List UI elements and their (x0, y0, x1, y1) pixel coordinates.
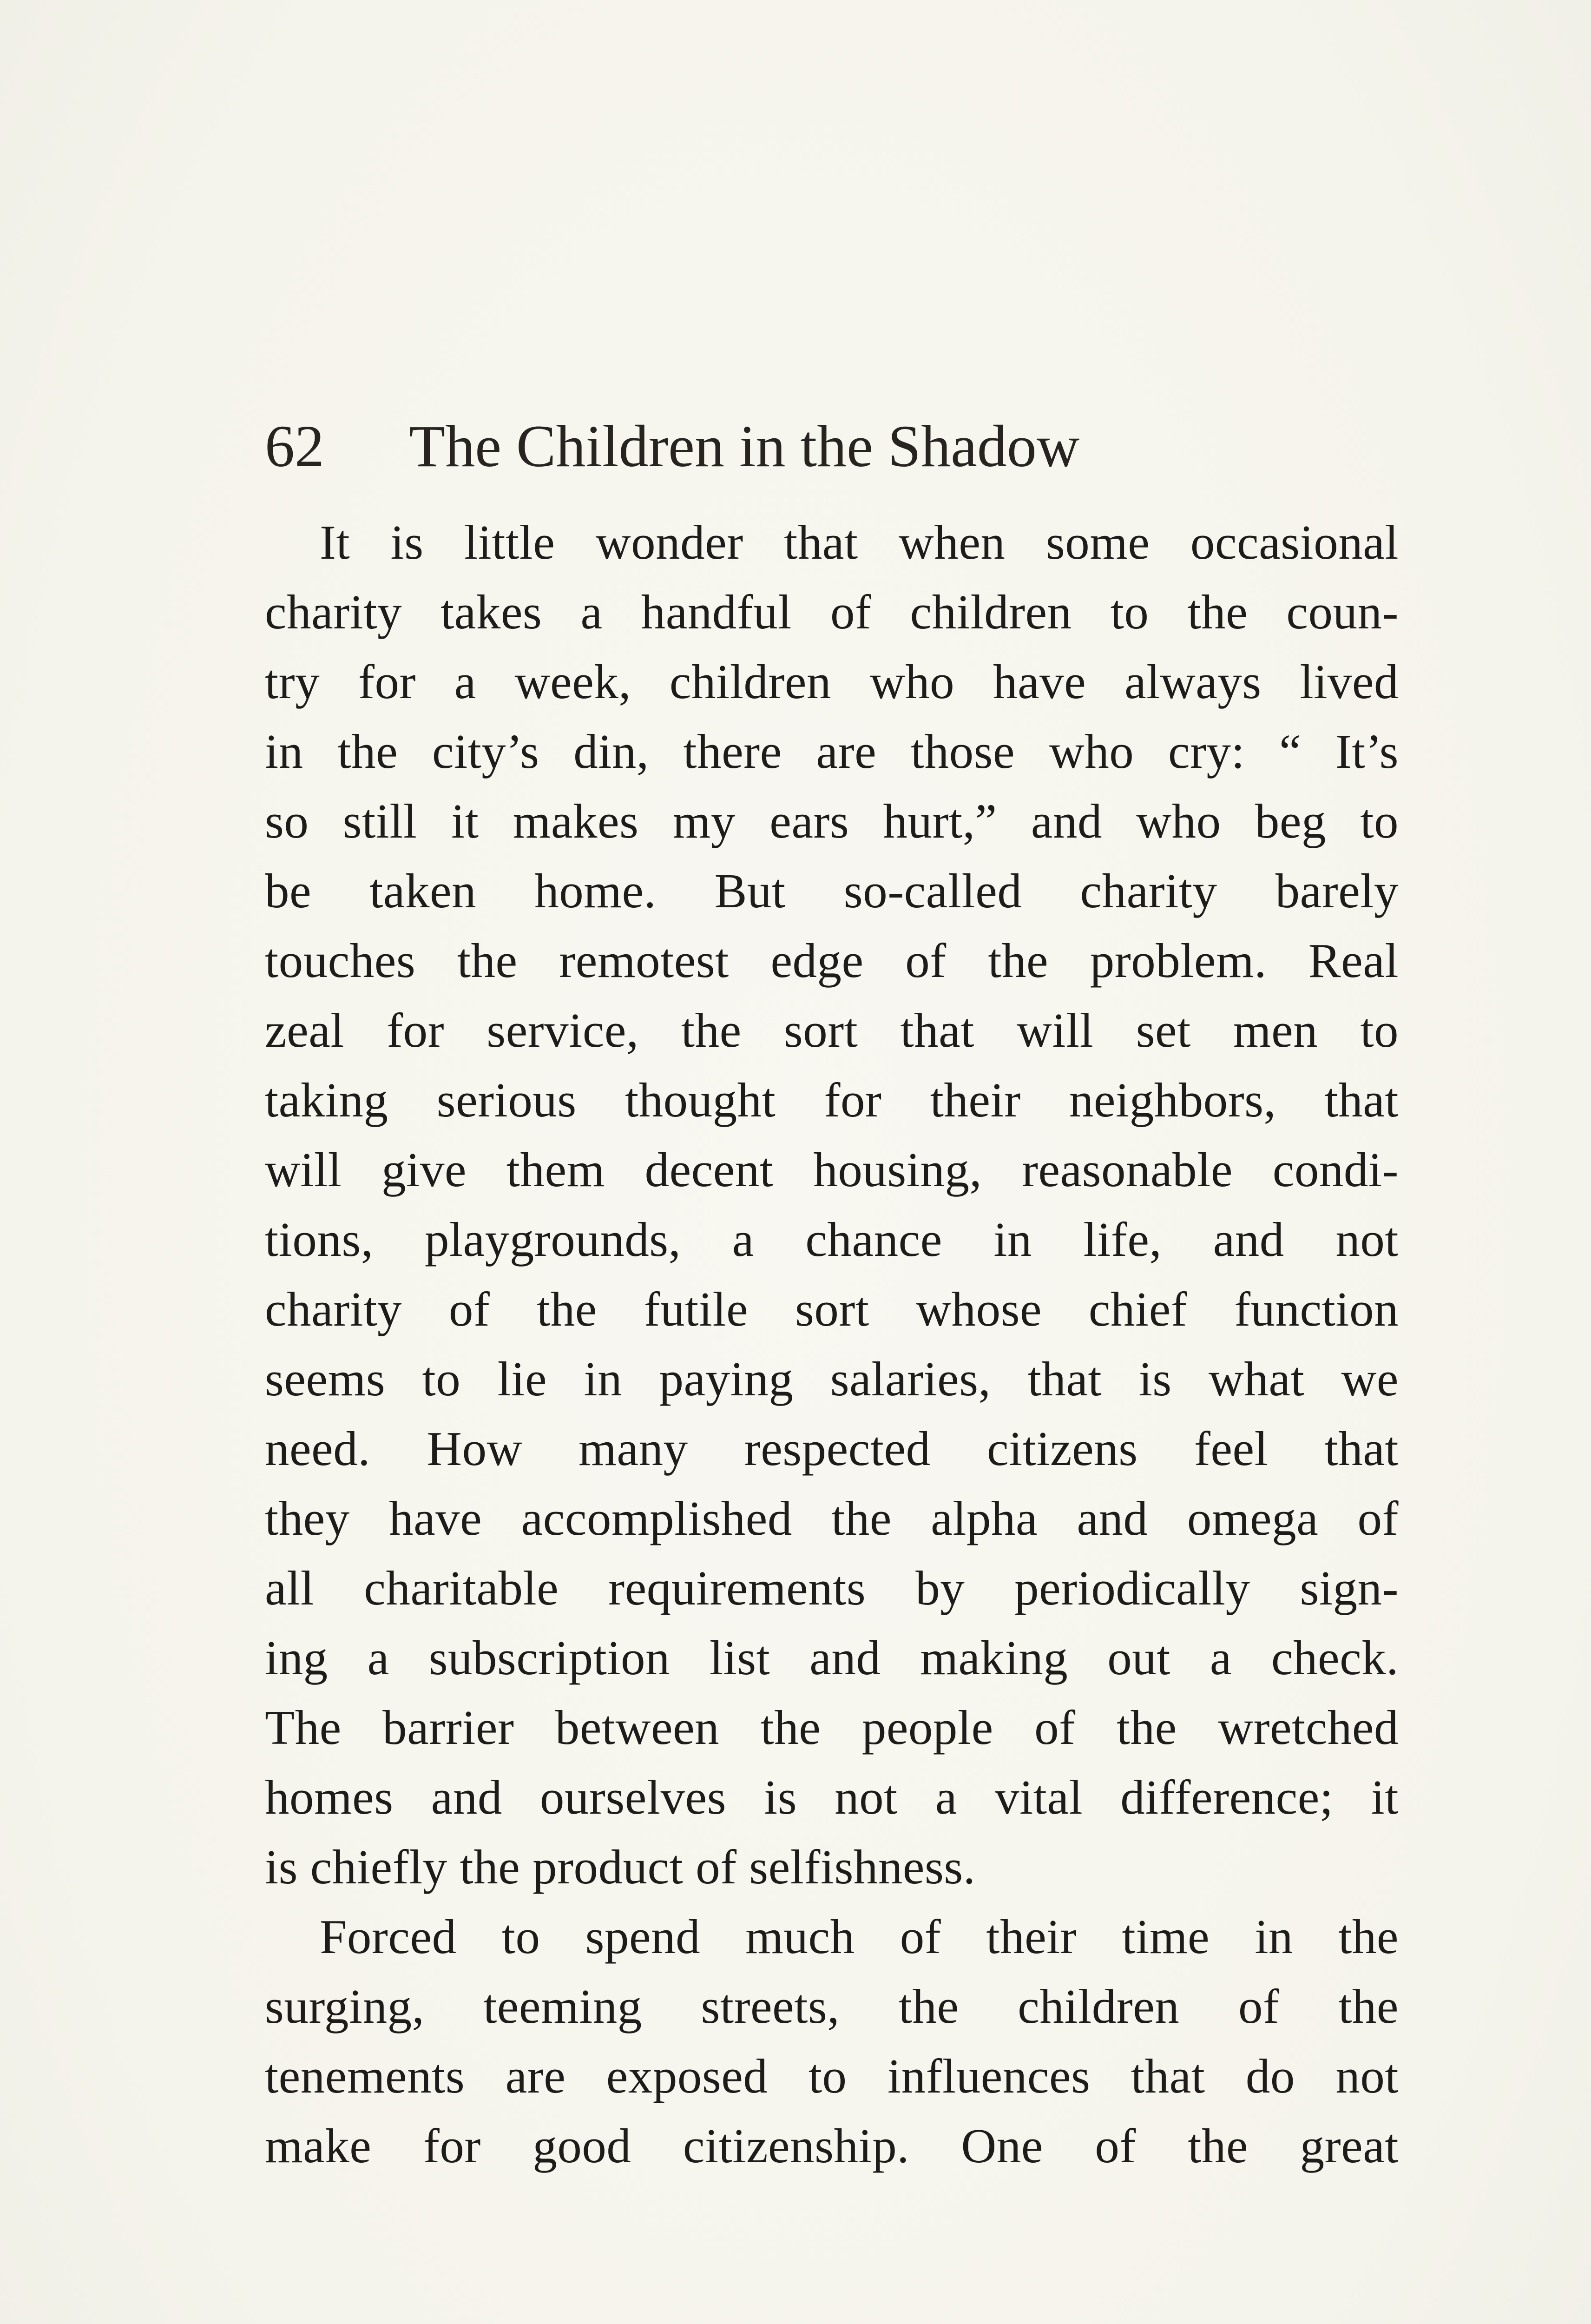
text-line: try for a week, children who have always lived (265, 654, 1399, 709)
text-line: The barrier between the people of the wretched (265, 1700, 1399, 1755)
text-line: zeal for service, the sort that will set men to (265, 1003, 1399, 1057)
text-line: surging, teeming streets, the children of the (265, 1979, 1399, 2034)
paragraph-1 (265, 508, 1399, 1902)
text-line: be taken home. But so-called charity barely (265, 864, 1399, 918)
text-line: ing a subscription list and making out a check. (265, 1631, 1399, 1685)
text-line: charity takes a handful of children to the coun- (265, 585, 1399, 639)
body-text (265, 508, 1399, 2181)
text-line: charity of the futile sort whose chief function (265, 1282, 1399, 1336)
text-line: seems to lie in paying salaries, that is what we (265, 1352, 1399, 1406)
text-line: in the city’s din, there are those who cry: “ It’s (265, 724, 1399, 779)
page-header (265, 404, 1399, 488)
text-line: taking serious thought for their neighbors, that (265, 1073, 1399, 1127)
text-line: all charitable requirements by periodically sign- (265, 1561, 1399, 1615)
text-line: touches the remotest edge of the problem. Real (265, 933, 1399, 988)
text-line: is chiefly the product of selfishness. (265, 1840, 976, 1894)
text-line: tenements are exposed to influences that do not (265, 2049, 1399, 2103)
text-line: make for good citizenship. One of the great (265, 2119, 1399, 2173)
page-number: 62 (265, 413, 324, 479)
text-line: homes and ourselves is not a vital difference; it (265, 1770, 1399, 1824)
running-title: The Children in the Shadow (409, 413, 1080, 479)
text-line: It is little wonder that when some occasional (320, 515, 1399, 569)
paragraph-2 (265, 1902, 1399, 2181)
text-line: need. How many respected citizens feel that (265, 1421, 1399, 1476)
text-line: tions, playgrounds, a chance in life, and not (265, 1212, 1399, 1267)
text-line: will give them decent housing, reasonable condi- (265, 1142, 1399, 1197)
text-line: they have accomplished the alpha and omega of (265, 1491, 1399, 1545)
text-line: so still it makes my ears hurt,” and who beg to (265, 794, 1399, 848)
text-line: Forced to spend much of their time in the (320, 1909, 1399, 1964)
